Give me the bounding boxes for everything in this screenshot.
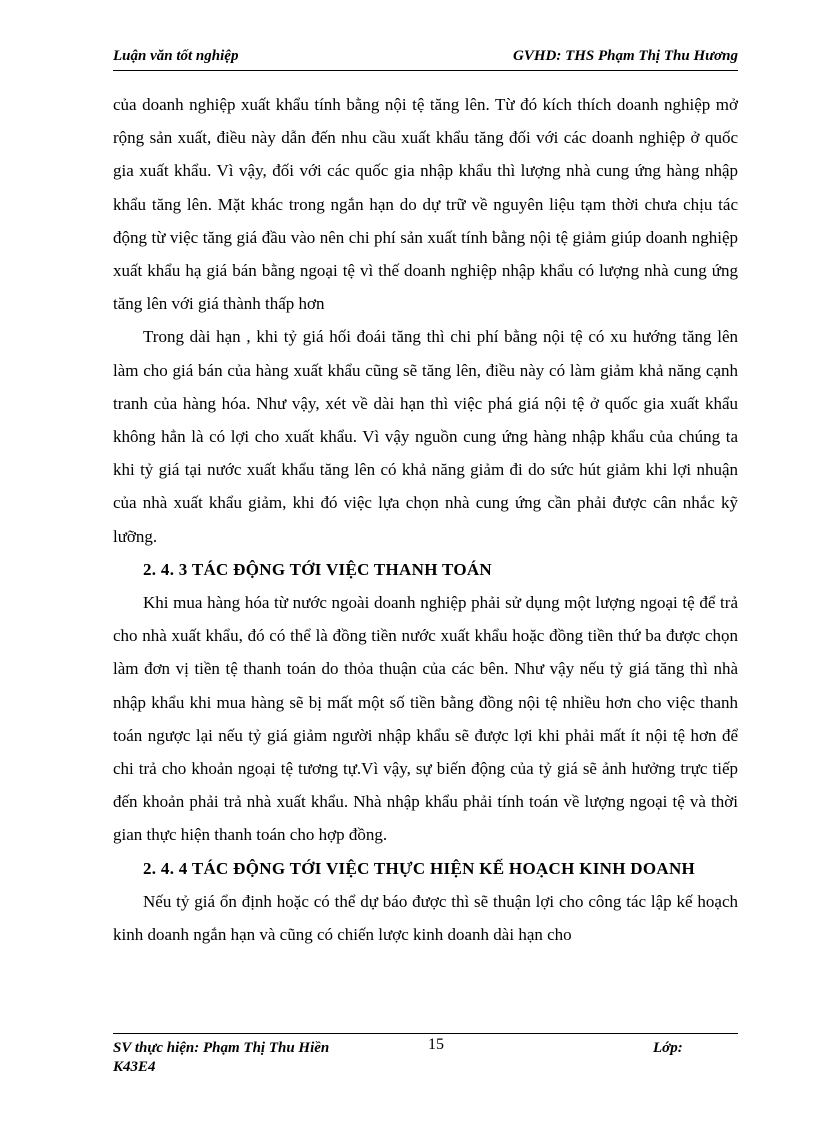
student-name: SV thực hiện: Phạm Thị Thu Hiền [113, 1040, 330, 1056]
page-header [113, 48, 738, 70]
paragraph-2: Trong dài hạn , khi tỷ giá hối đoái tăng thì chi phí bằng nội tệ có xu hướng tăng lên làm cho giá bán của hàng xuất khẩu cũng sẽ tăng lên, điều này có làm giảm khả năng cạnh tranh của hàng hóa. Như vậy, xét về dài hạn thì việc phá giá nội tệ ở quốc gia xuất khẩu không hẳn là có lợi cho xuất khẩu. Vì vậy nguồn cung ứng hàng nhập khẩu của chúng ta khi tỷ giá tại nước xuất khẩu tăng lên có khả năng giảm đi do sức hút giảm khi lợi nhuận của nhà xuất khẩu giảm, khi đó việc lựa chọn nhà cung ứng cần phải được cân nhắc kỹ lưỡng. [113, 327, 738, 546]
paragraph-4: Nếu tỷ giá ổn định hoặc có thể dự báo được thì sẽ thuận lợi cho công tác lập kế hoạch kinh doanh ngắn hạn và cũng có chiến lược kinh doanh dài hạn cho [113, 891, 738, 945]
section-heading-2-4-4: 2. 4. 4 TÁC ĐỘNG TỚI VIỆC THỰC HIỆN KẾ HOẠCH KINH DOANH [143, 858, 696, 878]
advisor-name: GVHD: THS Phạm Thị Thu Hương [513, 48, 738, 64]
paragraph-3: Khi mua hàng hóa từ nước ngoài doanh nghiệp phải sử dụng một lượng ngoại tệ để trả cho nhà xuất khẩu, đó có thể là đồng tiền nước xuất khẩu hoặc đồng tiền thứ ba được chọn làm đơn vị tiền tệ thanh toán do thỏa thuận của các bên. Như vậy nếu tỷ giá tăng thì nhà nhập khẩu khi mua hàng sẽ bị mất một số tiền bằng đồng nội tệ nhiều hơn cho việc thanh toán ngược lại nếu tỷ giá giảm người nhập khẩu sẽ được lợi khi phải mất ít nội tệ hơn để chi trả cho khoản ngoại tệ tương tự.Vì vậy, sự biến động của tỷ giá sẽ ảnh hưởng trực tiếp đến khoản phải trả nhà xuất khẩu. Nhà nhập khẩu phải tính toán về lượng ngoại tệ và thời gian thực hiện thanh toán cho hợp đồng. [113, 593, 738, 845]
footer-divider [113, 1033, 738, 1034]
paragraph-1: của doanh nghiệp xuất khẩu tính bằng nội tệ tăng lên. Từ đó kích thích doanh nghiệp mở rộng sản xuất, điều này dẫn đến nhu cầu xuất khẩu tăng đối với các doanh nghiệp ở quốc gia xuất khẩu. Vì vậy, đối với các quốc gia nhập khẩu thì lượng nhà cung ứng hàng nhập khẩu tăng lên. Mặt khác trong ngắn hạn do dự trữ về nguyên liệu tạm thời chưa chịu tác động từ việc tăng giá đầu vào nên chi phí sản xuất tính bằng nội tệ giảm giúp doanh nghiệp xuất khẩu hạ giá bán bằng ngoại tệ vì thế doanh nghiệp nhập khẩu có lượng nhà cung ứng tăng lên với giá thành thấp hơn [113, 95, 738, 314]
thesis-title: Luận văn tốt nghiệp [113, 48, 239, 64]
page-body [113, 88, 738, 951]
section-heading-2-4-3: 2. 4. 3 TÁC ĐỘNG TỚI VIỆC THANH TOÁN [143, 559, 492, 579]
class-code: K43E4 [113, 1059, 156, 1075]
header-divider [113, 70, 738, 71]
class-label: Lớp: [653, 1040, 683, 1056]
page-number: 15 [428, 1036, 444, 1053]
